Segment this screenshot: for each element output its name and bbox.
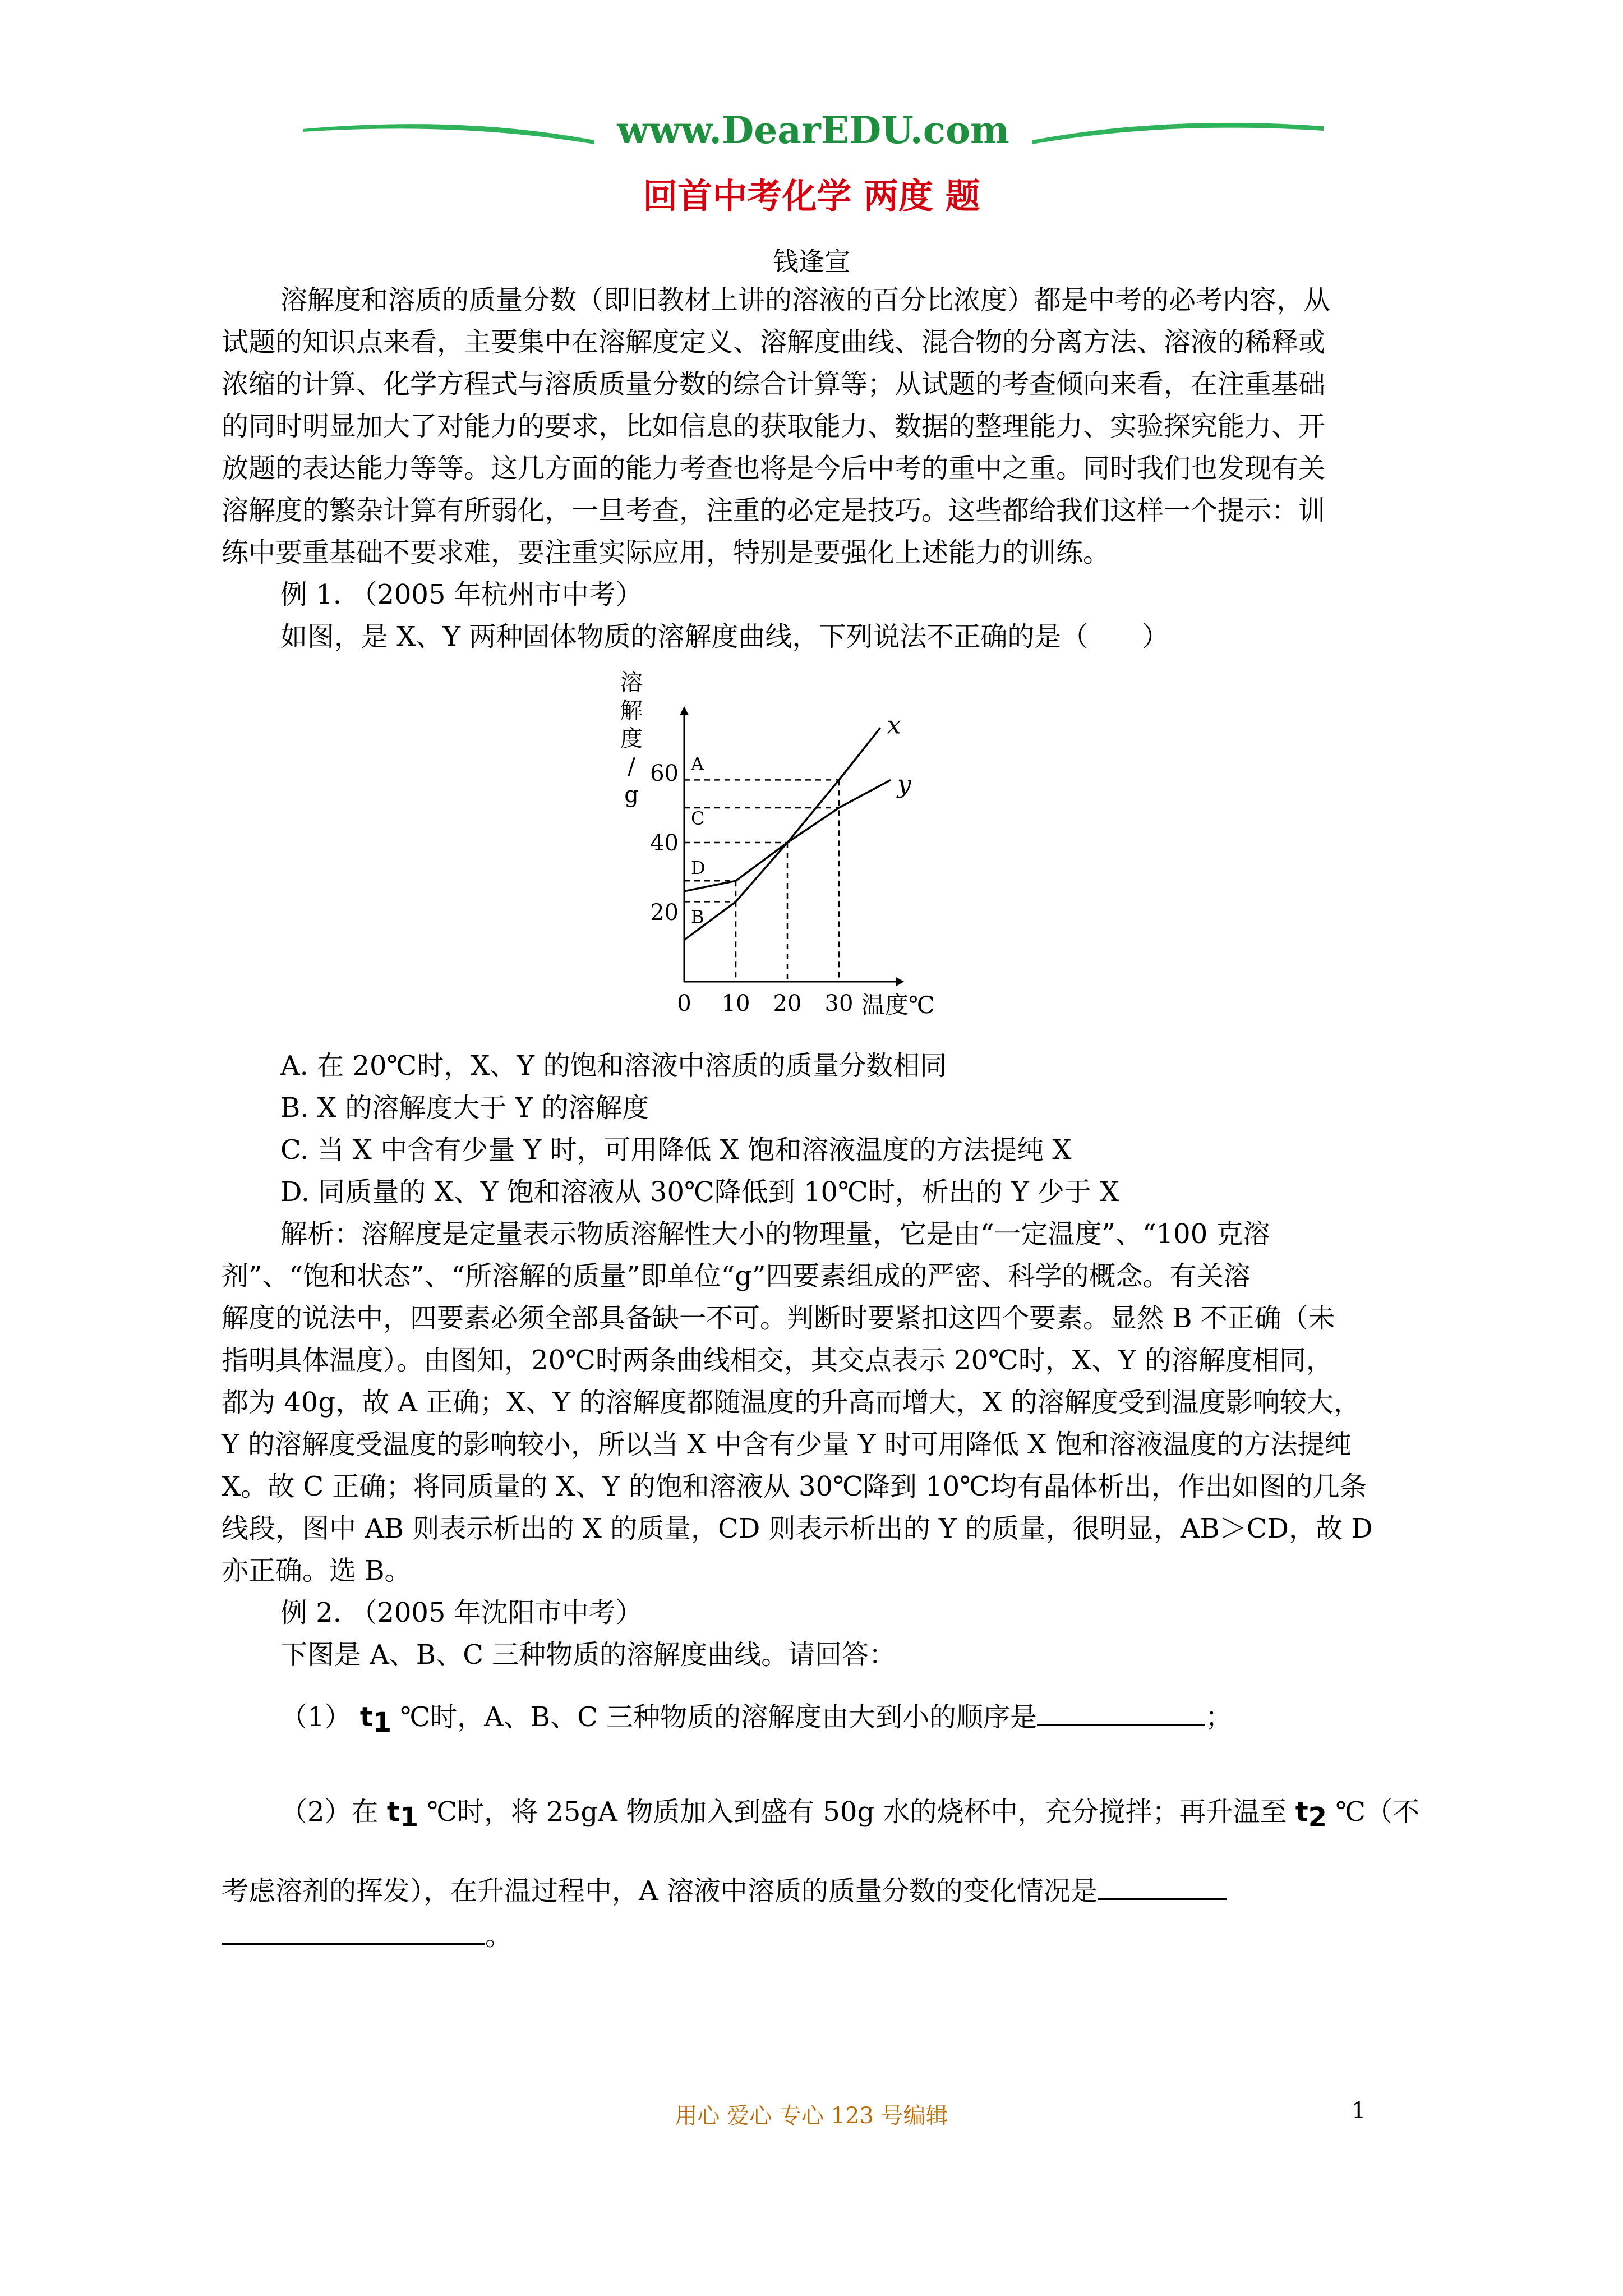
q2-text2: ℃（不 xyxy=(1335,1796,1420,1828)
curve-label-y: y xyxy=(897,770,911,799)
analysis-line-8: 线段，图中 AB 则表示析出的 X 的质量，CD 则表示析出的 Y 的质量，很明显，AB＞CD，故 D xyxy=(222,1513,1373,1544)
solubility-chart xyxy=(611,668,1015,1027)
point-label-C: C xyxy=(691,808,705,829)
header-wave-left xyxy=(303,124,594,144)
example1-question: 如图，是 X、Y 两种固体物质的溶解度曲线，下列说法不正确的是（ ） xyxy=(280,621,1169,652)
intro-line-6: 溶解度的繁杂计算有所弱化，一旦考查，注重的必定是技巧。这些都给我们这样一个提示：训 xyxy=(222,495,1326,526)
point-label-A: A xyxy=(691,753,704,775)
example2-q2-line3 xyxy=(222,1918,1410,1953)
intro-line-2: 试题的知识点来看，主要集中在溶解度定义、溶解度曲线、混合物的分离方法、溶液的稀释或 xyxy=(222,326,1326,358)
example2-question: 下图是 A、B、C 三种物质的溶解度曲线。请回答： xyxy=(280,1639,896,1671)
example2-q1 xyxy=(280,1700,1469,1740)
page-number: 1 xyxy=(1352,2098,1366,2124)
q2-t2-symbol: t xyxy=(1295,1796,1308,1828)
footer-text: 用心 爱心 专心 123 号编辑 xyxy=(675,2103,948,2129)
y-label-char-2: 度 xyxy=(620,726,643,752)
analysis-line-7: X。故 C 正确；将同质量的 X、Y 的饱和溶液从 30℃降到 10℃均有晶体析出，作出如图的几条 xyxy=(222,1471,1367,1502)
intro-line-7: 练中要重基础不要求难，要注重实际应用，特别是要强化上述能力的训练。 xyxy=(222,537,1110,568)
analysis-line-4: 指明具体温度）。由图知，20℃时两条曲线相交，其交点表示 20℃时，X、Y 的溶解度相同， xyxy=(222,1345,1333,1376)
q2-text1: ℃时，将 25gA 物质加入到盛有 50g 水的烧杯中，充分搅拌；再升温至 xyxy=(427,1796,1287,1828)
analysis-line-2: 剂”、“饱和状态”、“所溶解的质量”即单位“g”四要素组成的严密、科学的概念。有关溶 xyxy=(222,1260,1251,1292)
q1-prefix: （1） xyxy=(280,1701,352,1733)
q2-answer-blank-1[interactable] xyxy=(1098,1874,1227,1900)
analysis-line-9: 亦正确。选 B。 xyxy=(222,1555,412,1586)
q2-answer-blank-2[interactable] xyxy=(222,1918,485,1945)
q1-t-symbol: t xyxy=(359,1701,373,1733)
series-line-x xyxy=(684,728,880,940)
q2-t2-subscript: 2 xyxy=(1308,1802,1327,1833)
q2-end: 。 xyxy=(485,1920,513,1952)
y-label-char-1: 解 xyxy=(620,698,643,724)
intro-line-4: 的同时明显加大了对能力的要求，比如信息的获取能力、数据的整理能力、实验探究能力、开 xyxy=(222,411,1326,442)
x-tick-10: 10 xyxy=(721,991,750,1016)
example2-q2-line1 xyxy=(280,1795,1469,1834)
option-d: D. 同质量的 X、Y 饱和溶液从 30℃降低到 10℃时，析出的 Y 少于 X xyxy=(280,1176,1119,1208)
intro-line-3: 浓缩的计算、化学方程式与溶质质量分数的综合计算等；从试题的考查倾向来看，在注重基础 xyxy=(222,369,1326,400)
q2-t1-subscript: 1 xyxy=(399,1802,419,1833)
example2-q2-line2 xyxy=(222,1874,1410,1908)
q1-answer-blank[interactable] xyxy=(1037,1700,1205,1726)
x-axis-label: 温度℃ xyxy=(861,991,935,1019)
y-tick-60: 60 xyxy=(650,761,679,786)
y-label-char-4: g xyxy=(624,782,639,808)
author: 钱逢宣 xyxy=(773,246,850,277)
analysis-line-1: 解析：溶解度是定量表示物质溶解性大小的物理量，它是由“一定温度”、“100 克溶 xyxy=(280,1218,1270,1250)
option-b: B. X 的溶解度大于 Y 的溶解度 xyxy=(280,1092,649,1124)
example2-label: 例 2. （2005 年沈阳市中考） xyxy=(280,1597,643,1628)
header-banner xyxy=(303,109,1324,160)
x-tick-0: 0 xyxy=(677,991,691,1016)
point-label-D: D xyxy=(691,857,706,879)
analysis-line-3: 解度的说法中，四要素必须全部具备缺一不可。判断时要紧扣这四个要素。显然 B 不正确（未 xyxy=(222,1303,1335,1334)
q2-prefix: （2）在 xyxy=(280,1796,379,1828)
y-label-char-3: / xyxy=(628,754,635,780)
point-label-B: B xyxy=(691,906,704,928)
x-tick-20: 20 xyxy=(773,991,802,1016)
y-tick-20: 20 xyxy=(650,900,679,926)
header-site-text: www.DearEDU.com xyxy=(617,109,1009,152)
y-axis-arrow xyxy=(680,706,689,715)
q1-text: ℃时，A、B、C 三种物质的溶解度由大到小的顺序是 xyxy=(400,1701,1038,1733)
intro-line-5: 放题的表达能力等等。这几方面的能力考查也将是今后中考的重中之重。同时我们也发现有关 xyxy=(222,453,1326,484)
curve-label-x: x xyxy=(887,711,901,740)
intro-line-1: 溶解度和溶质的质量分数（即旧教材上讲的溶液的百分比浓度）都是中考的必考内容，从 xyxy=(280,284,1331,316)
analysis-line-6: Y 的溶解度受温度的影响较小，所以当 X 中含有少量 Y 时可用降低 X 饱和溶液温度的方法提纯 xyxy=(222,1429,1352,1460)
x-tick-30: 30 xyxy=(824,991,854,1016)
example1-label: 例 1. （2005 年杭州市中考） xyxy=(280,579,643,610)
q2-line2-text: 考虑溶剂的挥发），在升温过程中，A 溶液中溶质的质量分数的变化情况是 xyxy=(222,1875,1098,1907)
option-c: C. 当 X 中含有少量 Y 时，可用降低 X 饱和溶液温度的方法提纯 X xyxy=(280,1134,1072,1166)
analysis-line-5: 都为 40g，故 A 正确；X、Y 的溶解度都随温度的升高而增大，X 的溶解度受到温度影响较大， xyxy=(222,1387,1361,1418)
x-axis-arrow xyxy=(896,977,904,986)
option-a: A. 在 20℃时，X、Y 的饱和溶液中溶质的质量分数相同 xyxy=(280,1050,947,1082)
y-label-char-0: 溶 xyxy=(620,670,643,696)
q1-end: ； xyxy=(1205,1701,1233,1733)
q1-t-subscript: 1 xyxy=(372,1707,392,1738)
q2-t1-symbol: t xyxy=(386,1796,400,1828)
header-wave-right xyxy=(1032,123,1324,144)
y-tick-40: 40 xyxy=(650,830,679,856)
page-title: 回首中考化学 两度 题 xyxy=(643,176,980,217)
